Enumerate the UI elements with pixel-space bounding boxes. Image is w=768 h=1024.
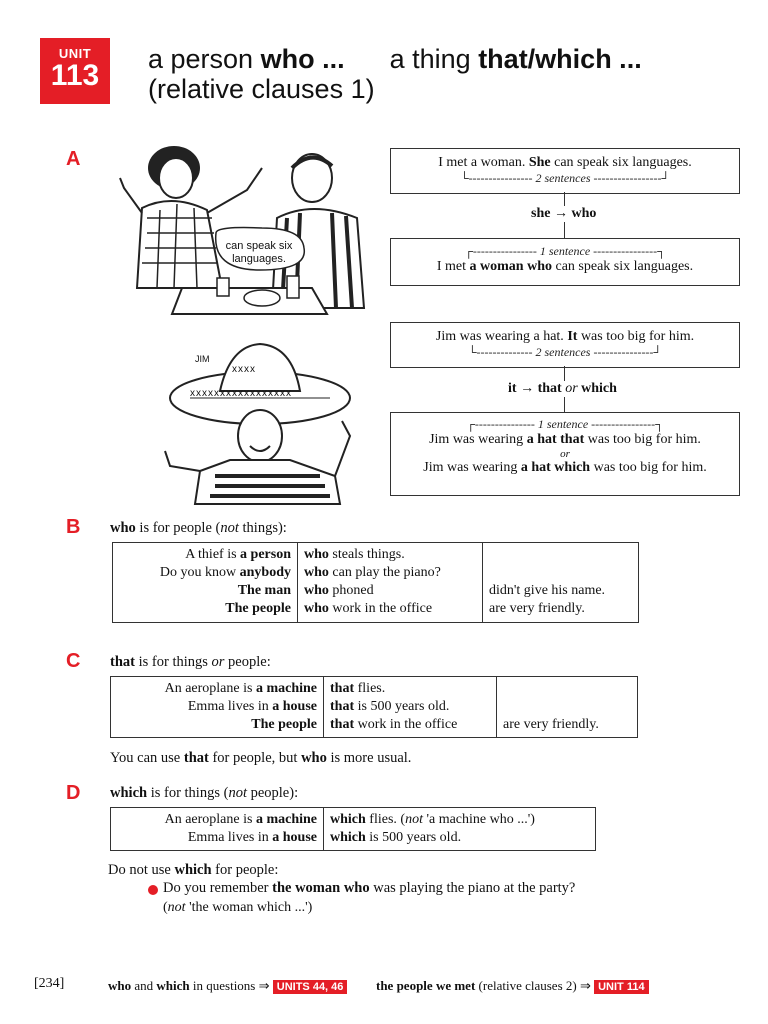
section-d-bullet-note: (not 'the woman which ...') (163, 900, 313, 915)
unit-badge (40, 38, 110, 104)
footer-link-questions[interactable]: who and which in questions ⇒ UNITS 44, 46 (108, 978, 347, 994)
title-bold-2: that/which ... (478, 44, 642, 74)
section-a-letter: A (66, 148, 81, 170)
box4-line2: Jim was wearing a hat which was too big for him. (423, 460, 707, 475)
illustration-jim-hat (160, 336, 360, 506)
who-col-c: didn't give his name. are very friendly. (489, 583, 606, 616)
example-box-3 (390, 322, 740, 368)
table-row: The people (251, 717, 317, 732)
table-row: The people (225, 601, 291, 616)
section-d-bullet: Do you remember the woman who was playing the piano at the party? (163, 880, 576, 896)
title-subtitle: (relative clauses 1) (148, 74, 375, 104)
section-c-letter: C (66, 650, 81, 672)
footer-link-clauses[interactable]: the people we met (relative clauses 2) ⇒ UNIT 114 (376, 978, 649, 994)
example-box-1 (390, 148, 740, 194)
table-row: The man (237, 583, 291, 598)
section-b-letter: B (66, 516, 81, 538)
table-that (110, 676, 638, 738)
box1-dash-label: └---------------- 2 sentences -----------------┘ (460, 171, 670, 185)
box4-dash-label: ┌--------------- 1 sentence ----------------┐ (466, 417, 664, 431)
box4-line1: Jim was wearing a hat that was too big for him. (429, 432, 701, 447)
example-box-2 (390, 238, 740, 286)
table-row: An aeroplane is a machine (164, 681, 317, 696)
table-row: A thief is a person (185, 547, 291, 562)
that-col-a (111, 677, 324, 738)
box3-dash-label: └-------------- 2 sentences ---------------┘ (468, 345, 662, 359)
box3-sentence: Jim was wearing a hat. It was too big for him. (435, 329, 695, 344)
table-which (110, 807, 596, 851)
hat-pattern: xxxx (232, 364, 256, 375)
box2-dash-label: ┌---------------- 1 sentence ----------------┐ (464, 244, 666, 258)
box4-or: or (560, 448, 570, 460)
table-who (112, 542, 639, 622)
speech-bubble-text: can speak six languages. (225, 240, 293, 265)
page-number: [234] (34, 976, 65, 991)
illustration-conversation (112, 138, 370, 316)
example-box-4 (390, 412, 740, 496)
page-title (148, 44, 748, 104)
section-d-intro: which is for things (not people): (110, 785, 299, 801)
unit-tag[interactable]: UNIT 114 (594, 980, 648, 994)
table-row: Emma lives in a house (187, 830, 317, 845)
arrow-it-that-which: it → that or which (505, 381, 620, 397)
units-tag[interactable]: UNITS 44, 46 (273, 980, 348, 994)
table-row: Do you know anybody (159, 565, 291, 580)
which-col-a (111, 808, 324, 851)
unit-label: UNIT (58, 46, 92, 61)
jim-label: JIM (195, 354, 210, 364)
title-bold-1: who ... (260, 44, 345, 74)
that-col-c: are very friendly. (503, 717, 599, 732)
box2-sentence: I met a woman who can speak six languages. (436, 259, 694, 274)
bullet-icon (148, 885, 158, 895)
who-col-b: who steals things. who can play the piano? who phoned who work in the office (298, 543, 483, 623)
table-row: An aeroplane is a machine (164, 812, 317, 827)
section-c-note: You can use that for people, but who is more usual. (110, 750, 412, 766)
hat-brim-pattern: xxxxxxxxxxxxxxxxx (190, 388, 292, 399)
table-row: Emma lives in a house (187, 699, 317, 714)
section-d-letter: D (66, 782, 81, 804)
title-text-2: a thing (389, 44, 479, 74)
who-col-a (113, 543, 298, 623)
unit-number: 113 (50, 59, 100, 92)
title-text-1: a person (148, 44, 261, 74)
that-col-b: that flies. that is 500 years old. that work in the office (324, 677, 497, 738)
section-c-intro: that is for things or people: (110, 654, 271, 670)
section-b-intro: who is for people (not things): (110, 520, 287, 536)
section-d-note: Do not use which for people: (108, 862, 279, 878)
arrow-she-who: she → who (528, 206, 599, 222)
box1-sentence: I met a woman. She can speak six languages. (438, 155, 692, 170)
which-col-b: which flies. (not 'a machine who ...') which is 500 years old. (330, 812, 535, 845)
